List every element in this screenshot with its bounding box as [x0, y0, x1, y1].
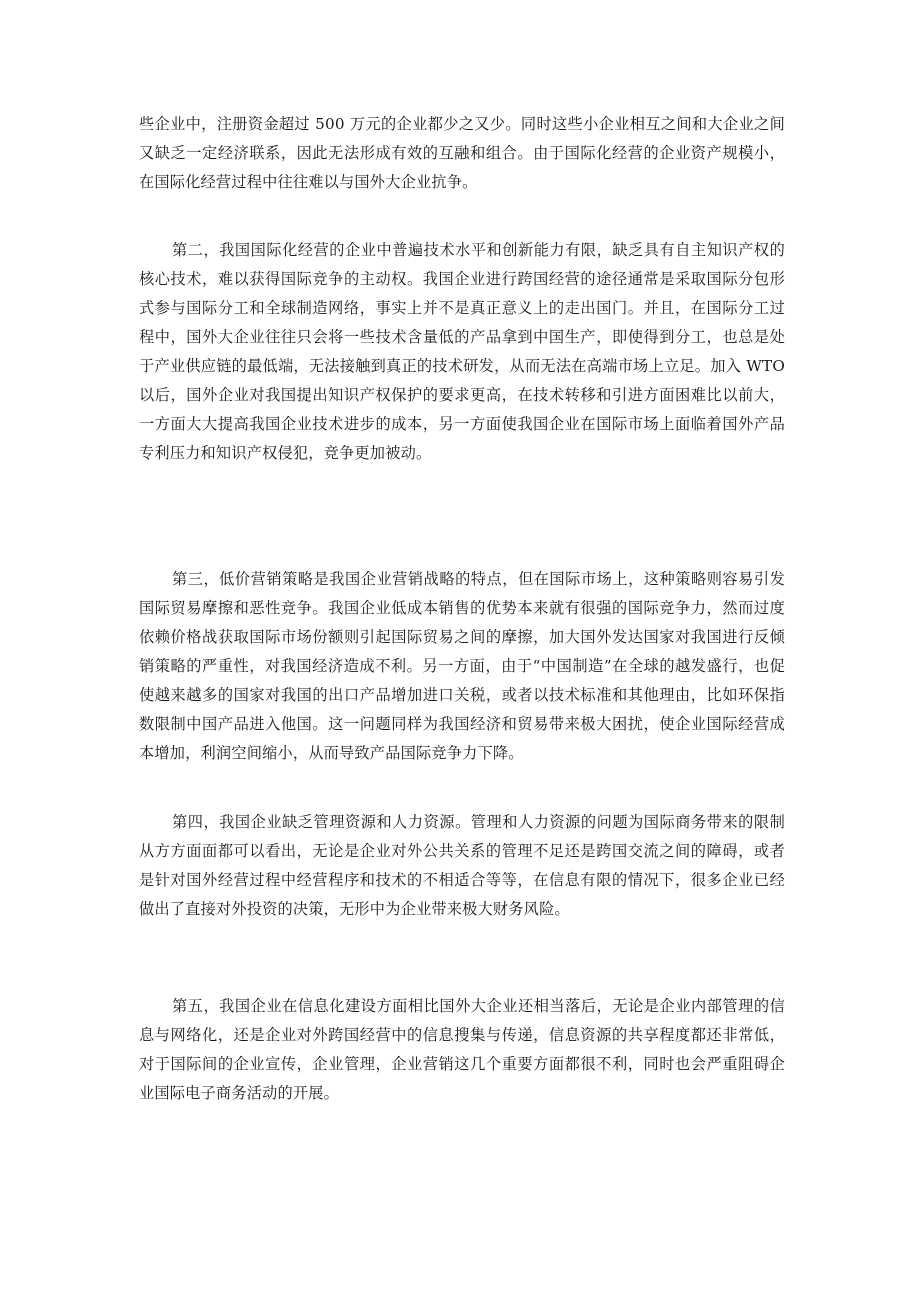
paragraph-fourth-point: 第四，我国企业缺乏管理资源和人力资源。管理和人力资源的问题为国际商务带来的限制从方方面面都可以看出，无论是企业对外公共关系的管理不足还是跨国交流之间的障碍，或者是针对国外经营过程中经营程序和技术的不相适合等等，在信息有限的情况下，很多企业已经做出了直接对外投资的决策，无形中为企业带来极大财务风险。 [139, 813, 785, 918]
paragraph-continuation: 些企业中，注册资金超过 500 万元的企业都少之又少。同时这些小企业相互之间和大企业之间又缺乏一定经济联系，因此无法形成有效的互融和组合。由于国际化经营的企业资产规模小，在国际化经营过程中往往难以与国外大企业抗争。 [139, 115, 785, 191]
paragraph-second-point: 第二，我国国际化经营的企业中普遍技术水平和创新能力有限，缺乏具有自主知识产权的核心技术，难以获得国际竞争的主动权。我国企业进行跨国经营的途径通常是采取国际分包形式参与国际分工和全球制造网络，事实上并不是真正意义上的走出国门。并且，在国际分工过程中，国外大企业往往只会将一些技术含量低的产品拿到中国生产，即使得到分工，也总是处于产业供应链的最低端，无法接触到真正的技术研发，从而无法在高端市场上立足。加入 WTO 以后，国外企业对我国提出知识产权保护的要求更高，在技术转移和引进方面困难比以前大，一方面大大提高我国企业技术进步的成本，另一方面使我国企业在国际市场上面临着国外产品专利压力和知识产权侵犯，竞争更加被动。 [139, 241, 785, 462]
paragraph-third-point: 第三，低价营销策略是我国企业营销战略的特点，但在国际市场上，这种策略则容易引发国际贸易摩擦和恶性竞争。我国企业低成本销售的优势本来就有很强的国际竞争力，然而过度依赖价格战获取国际市场份额则引起国际贸易之间的摩擦，加大国外发达国家对我国进行反倾销策略的严重性，对我国经济造成不利。另一方面，由于“中国制造”在全球的越发盛行，也促使越来越多的国家对我国的出口产品增加进口关税，或者以技术标准和其他理由，比如环保指数限制中国产品进入他国。这一问题同样为我国经济和贸易带来极大困扰，使企业国际经营成本增加，利润空间缩小，从而导致产品国际竞争力下降。 [139, 570, 785, 762]
paragraph-fifth-point: 第五，我国企业在信息化建设方面相比国外大企业还相当落后，无论是企业内部管理的信息与网络化，还是企业对外跨国经营中的信息搜集与传递，信息资源的共享程度都还非常低，对于国际间的企业宣传，企业管理，企业营销这几个重要方面都很不利，同时也会严重阻碍企业国际电子商务活动的开展。 [139, 997, 785, 1102]
